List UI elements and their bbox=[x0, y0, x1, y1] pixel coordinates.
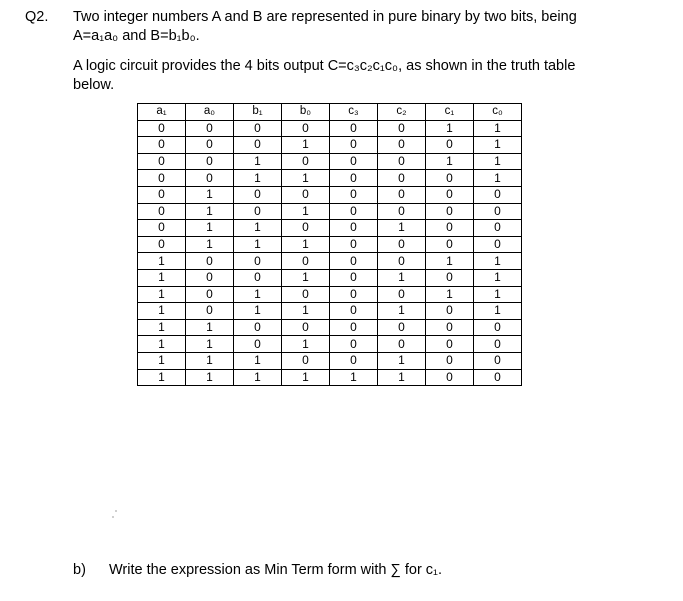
table-cell: 0 bbox=[330, 352, 378, 369]
part-b-instruction: Write the expression as Min Term form with ∑ for c₁. bbox=[109, 562, 442, 578]
table-row bbox=[138, 236, 522, 253]
table-cell: 0 bbox=[234, 319, 282, 336]
table-cell: 0 bbox=[138, 186, 186, 203]
table-cell: 1 bbox=[138, 286, 186, 303]
table-cell: 0 bbox=[378, 120, 426, 137]
table-cell: 1 bbox=[426, 153, 474, 170]
table-cell: 1 bbox=[186, 319, 234, 336]
table-cell: 1 bbox=[474, 120, 522, 137]
table-cell: 1 bbox=[282, 336, 330, 353]
table-cell: 1 bbox=[234, 303, 282, 320]
table-cell: 1 bbox=[378, 352, 426, 369]
table-cell: 0 bbox=[282, 186, 330, 203]
table-cell: 1 bbox=[186, 236, 234, 253]
table-cell: 1 bbox=[378, 369, 426, 386]
table-cell: 0 bbox=[426, 319, 474, 336]
table-cell: 0 bbox=[330, 319, 378, 336]
table-cell: 0 bbox=[474, 203, 522, 220]
table-cell: 0 bbox=[330, 153, 378, 170]
truth-table-header-row bbox=[138, 104, 522, 121]
table-cell: 1 bbox=[138, 253, 186, 270]
table-cell: 0 bbox=[426, 186, 474, 203]
table-row bbox=[138, 319, 522, 336]
table-cell: 0 bbox=[474, 352, 522, 369]
table-cell: 1 bbox=[426, 286, 474, 303]
table-cell: 1 bbox=[138, 303, 186, 320]
table-row bbox=[138, 269, 522, 286]
table-cell: 1 bbox=[234, 220, 282, 237]
table-cell: 1 bbox=[378, 220, 426, 237]
table-row bbox=[138, 369, 522, 386]
table-cell: 1 bbox=[234, 286, 282, 303]
table-cell: 1 bbox=[186, 203, 234, 220]
table-row bbox=[138, 253, 522, 270]
table-cell: 1 bbox=[282, 269, 330, 286]
table-cell: 0 bbox=[378, 203, 426, 220]
table-cell: 0 bbox=[330, 269, 378, 286]
table-cell: 0 bbox=[378, 153, 426, 170]
table-cell: 0 bbox=[186, 153, 234, 170]
table-cell: 1 bbox=[426, 120, 474, 137]
table-cell: 1 bbox=[378, 303, 426, 320]
table-cell: 1 bbox=[234, 153, 282, 170]
table-cell: 0 bbox=[282, 120, 330, 137]
table-cell: 0 bbox=[474, 186, 522, 203]
table-cell: 0 bbox=[234, 137, 282, 154]
table-cell: 0 bbox=[426, 269, 474, 286]
table-cell: 0 bbox=[234, 120, 282, 137]
table-cell: 0 bbox=[330, 253, 378, 270]
table-cell: 0 bbox=[138, 170, 186, 187]
table-cell: 0 bbox=[426, 352, 474, 369]
table-cell: 0 bbox=[138, 137, 186, 154]
truth-table-header bbox=[138, 104, 522, 121]
table-cell: 0 bbox=[282, 286, 330, 303]
table-cell: 1 bbox=[474, 269, 522, 286]
column-header: b₁ bbox=[234, 104, 282, 121]
table-cell: 1 bbox=[234, 352, 282, 369]
table-cell: 0 bbox=[186, 170, 234, 187]
column-header: c₀ bbox=[474, 104, 522, 121]
table-cell: 1 bbox=[474, 303, 522, 320]
column-header: c₂ bbox=[378, 104, 426, 121]
column-header: a₀ bbox=[186, 104, 234, 121]
table-row bbox=[138, 352, 522, 369]
table-cell: 0 bbox=[186, 253, 234, 270]
table-cell: 0 bbox=[138, 203, 186, 220]
table-cell: 0 bbox=[234, 253, 282, 270]
table-cell: 0 bbox=[474, 319, 522, 336]
table-cell: 1 bbox=[282, 137, 330, 154]
table-cell: 0 bbox=[282, 220, 330, 237]
table-cell: 0 bbox=[426, 236, 474, 253]
table-cell: 0 bbox=[234, 269, 282, 286]
table-cell: 0 bbox=[330, 336, 378, 353]
table-cell: 0 bbox=[378, 253, 426, 270]
table-row bbox=[138, 186, 522, 203]
table-cell: 0 bbox=[186, 303, 234, 320]
table-cell: 0 bbox=[426, 369, 474, 386]
table-cell: 0 bbox=[282, 319, 330, 336]
table-cell: 1 bbox=[138, 369, 186, 386]
table-cell: 0 bbox=[282, 352, 330, 369]
table-cell: 1 bbox=[282, 203, 330, 220]
table-cell: 1 bbox=[186, 220, 234, 237]
column-header: c₁ bbox=[426, 104, 474, 121]
table-cell: 0 bbox=[378, 319, 426, 336]
table-cell: 1 bbox=[138, 336, 186, 353]
table-row bbox=[138, 286, 522, 303]
table-cell: 0 bbox=[186, 137, 234, 154]
table-cell: 0 bbox=[234, 186, 282, 203]
table-cell: 1 bbox=[186, 369, 234, 386]
table-cell: 0 bbox=[330, 220, 378, 237]
question-text-line-1: Two integer numbers A and B are represented in pure binary by two bits, being bbox=[73, 9, 577, 25]
column-header: a₁ bbox=[138, 104, 186, 121]
table-row bbox=[138, 203, 522, 220]
table-cell: 1 bbox=[474, 170, 522, 187]
table-cell: 0 bbox=[186, 269, 234, 286]
column-header: c₃ bbox=[330, 104, 378, 121]
table-cell: 0 bbox=[426, 137, 474, 154]
question-text-line-3: A logic circuit provides the 4 bits output C=c₃c₂c₁c₀, as shown in the truth table bbox=[73, 58, 576, 74]
table-cell: 0 bbox=[474, 220, 522, 237]
table-cell: 0 bbox=[474, 369, 522, 386]
table-cell: 1 bbox=[282, 369, 330, 386]
table-cell: 1 bbox=[474, 286, 522, 303]
table-cell: 1 bbox=[138, 319, 186, 336]
table-cell: 0 bbox=[426, 336, 474, 353]
table-cell: 0 bbox=[330, 137, 378, 154]
table-cell: 0 bbox=[282, 153, 330, 170]
table-cell: 0 bbox=[378, 186, 426, 203]
table-cell: 0 bbox=[378, 137, 426, 154]
table-cell: 1 bbox=[378, 269, 426, 286]
table-cell: 1 bbox=[186, 186, 234, 203]
table-cell: 1 bbox=[282, 236, 330, 253]
table-cell: 0 bbox=[330, 120, 378, 137]
table-cell: 0 bbox=[474, 236, 522, 253]
table-row bbox=[138, 153, 522, 170]
table-cell: 0 bbox=[330, 286, 378, 303]
table-cell: 0 bbox=[378, 170, 426, 187]
table-cell: 1 bbox=[474, 253, 522, 270]
question-text-line-4: below. bbox=[73, 77, 115, 93]
table-cell: 1 bbox=[138, 269, 186, 286]
table-cell: 0 bbox=[330, 236, 378, 253]
table-row bbox=[138, 120, 522, 137]
table-cell: 0 bbox=[138, 236, 186, 253]
scan-speck bbox=[115, 510, 117, 512]
table-cell: 1 bbox=[138, 352, 186, 369]
table-cell: 0 bbox=[330, 303, 378, 320]
truth-table-body bbox=[138, 120, 522, 386]
table-cell: 0 bbox=[330, 203, 378, 220]
table-cell: 1 bbox=[234, 369, 282, 386]
table-row bbox=[138, 303, 522, 320]
table-row bbox=[138, 220, 522, 237]
table-cell: 1 bbox=[234, 170, 282, 187]
table-cell: 1 bbox=[186, 352, 234, 369]
table-cell: 1 bbox=[330, 369, 378, 386]
table-cell: 0 bbox=[138, 120, 186, 137]
table-cell: 1 bbox=[474, 153, 522, 170]
table-row bbox=[138, 137, 522, 154]
table-cell: 0 bbox=[426, 203, 474, 220]
table-cell: 0 bbox=[378, 286, 426, 303]
table-cell: 0 bbox=[138, 153, 186, 170]
table-cell: 0 bbox=[330, 186, 378, 203]
table-cell: 0 bbox=[426, 220, 474, 237]
table-cell: 1 bbox=[234, 236, 282, 253]
table-cell: 0 bbox=[330, 170, 378, 187]
column-header: b₀ bbox=[282, 104, 330, 121]
table-cell: 1 bbox=[426, 253, 474, 270]
table-cell: 0 bbox=[474, 336, 522, 353]
table-cell: 1 bbox=[282, 303, 330, 320]
table-cell: 0 bbox=[186, 120, 234, 137]
truth-table bbox=[137, 103, 522, 386]
table-cell: 0 bbox=[234, 203, 282, 220]
question-number: Q2. bbox=[25, 9, 49, 25]
table-cell: 0 bbox=[426, 303, 474, 320]
table-cell: 0 bbox=[138, 220, 186, 237]
table-row bbox=[138, 336, 522, 353]
table-cell: 1 bbox=[474, 137, 522, 154]
table-cell: 0 bbox=[426, 170, 474, 187]
scan-speck bbox=[112, 516, 114, 518]
table-cell: 0 bbox=[378, 336, 426, 353]
table-cell: 0 bbox=[378, 236, 426, 253]
question-text-line-2: A=a₁a₀ and B=b₁b₀. bbox=[73, 28, 200, 44]
part-b-label: b) bbox=[73, 562, 86, 578]
table-row bbox=[138, 170, 522, 187]
table-cell: 0 bbox=[282, 253, 330, 270]
table-cell: 0 bbox=[186, 286, 234, 303]
table-cell: 1 bbox=[186, 336, 234, 353]
table-cell: 1 bbox=[282, 170, 330, 187]
table-cell: 0 bbox=[234, 336, 282, 353]
